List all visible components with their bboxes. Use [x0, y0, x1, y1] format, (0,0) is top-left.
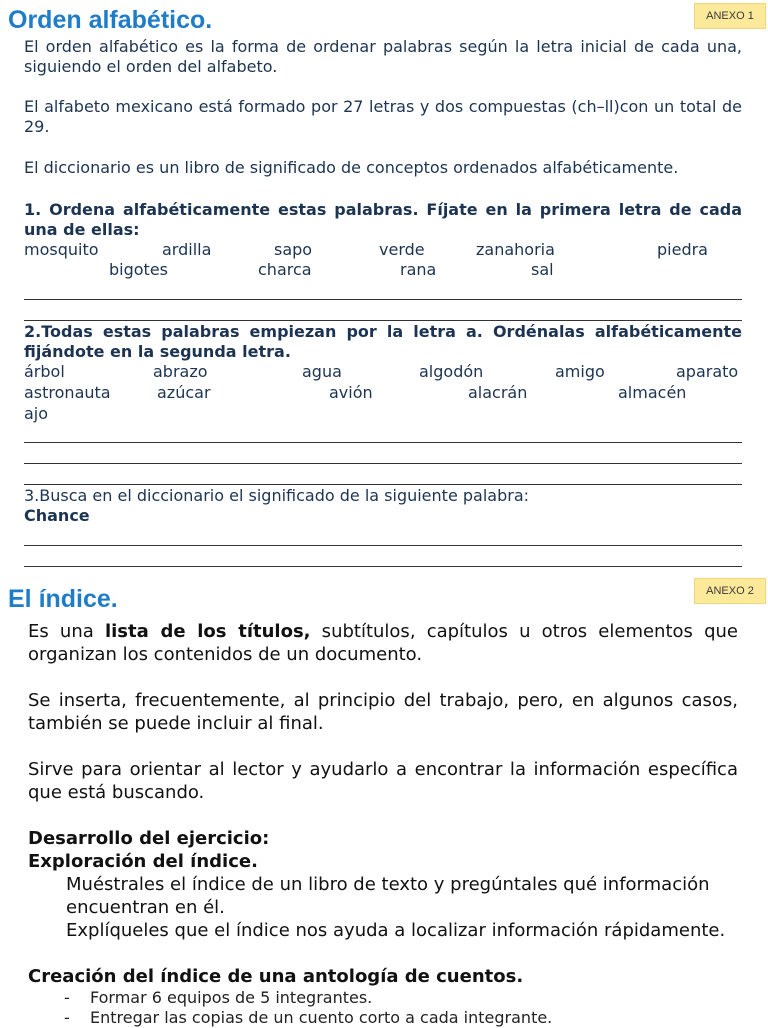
heading-exploracion: Exploración del índice. — [28, 851, 258, 872]
word: ajo — [24, 404, 49, 423]
paragraph-diccionario: El diccionario es un libro de significado de conceptos ordenados alfabéticamente. — [24, 158, 679, 177]
heading-desarrollo: Desarrollo del ejercicio: — [28, 828, 270, 849]
word: mosquito — [24, 240, 99, 259]
answer-line[interactable] — [24, 566, 742, 567]
word: sal — [531, 260, 554, 279]
word: almacén — [618, 383, 687, 402]
answer-line[interactable] — [24, 484, 742, 485]
word: amigo — [555, 362, 605, 381]
answer-line[interactable] — [24, 442, 742, 443]
paragraph-alfabeto: El alfabeto mexicano está formado por 27 letras y dos compuestas (ch–ll)con un total de 29. — [24, 97, 742, 136]
word: agua — [302, 362, 342, 381]
word: charca — [258, 260, 312, 279]
heading-creacion: Creación del índice de una antología de cuentos. — [28, 966, 524, 987]
word: algodón — [419, 362, 484, 381]
instruction-item: Explíqueles que el índice nos ayuda a localizar información rápidamente. — [66, 920, 726, 941]
bullet-text: Entregar las copias de un cuento corto a cada integrante. — [90, 1008, 553, 1027]
section-title-el-indice: El índice. — [8, 585, 118, 613]
word: ardilla — [162, 240, 212, 259]
section-title-orden-alfabetico: Orden alfabético. — [8, 6, 213, 34]
paragraph-indice-ubicacion: Se inserta, frecuentemente, al principio del trabajo, pero, en algunos casos, también se puede incluir al final. — [28, 690, 738, 734]
answer-line[interactable] — [24, 463, 742, 464]
paragraph-indice-funcion: Sirve para orientar al lector y ayudarlo a encontrar la información específica que está buscando. — [28, 759, 738, 803]
instruction-item: Muéstrales el índice de un libro de texto y pregúntales qué información encuentran en él. — [66, 874, 710, 918]
exercise-2-word-row — [24, 383, 742, 403]
bullet-marker: - — [64, 988, 70, 1007]
word: alacrán — [468, 383, 528, 402]
exercise-2-word-row — [24, 404, 742, 424]
answer-line[interactable] — [24, 299, 742, 300]
word: avión — [329, 383, 373, 402]
text: Es una — [28, 621, 105, 642]
exercise-1-word-row — [24, 260, 742, 280]
word: bigotes — [109, 260, 168, 279]
answer-line[interactable] — [24, 545, 742, 546]
exercise-3-instruction: 3.Busca en el diccionario el significado de la siguiente palabra: — [24, 486, 530, 505]
anexo-2-badge: ANEXO 2 — [694, 578, 766, 604]
word: azúcar — [157, 383, 211, 402]
exercise-3-word: Chance — [24, 506, 90, 525]
word: zanahoria — [476, 240, 555, 259]
bold-text: lista de los títulos, — [104, 621, 311, 642]
exercise-2-word-row — [24, 362, 742, 382]
text: subtítulos, capítulos u otros elementos que organizan los contenidos de un documento. — [28, 621, 738, 665]
answer-line[interactable] — [24, 320, 742, 321]
word: sapo — [274, 240, 313, 259]
word: piedra — [657, 240, 708, 259]
paragraph-definicion: El orden alfabético es la forma de ordenar palabras según la letra inicial de cada una, siguiendo el orden del alfabeto. — [24, 37, 742, 76]
exercise-1-instruction: 1. Ordena alfabéticamente estas palabras. Fíjate en la primera letra de cada una de ellas: — [24, 200, 742, 239]
word: abrazo — [153, 362, 208, 381]
word: verde — [379, 240, 425, 259]
word: rana — [400, 260, 437, 279]
bullet-marker: - — [64, 1008, 70, 1027]
bullet-item — [64, 1008, 552, 1028]
bullet-text: Formar 6 equipos de 5 integrantes. — [90, 988, 373, 1007]
word: árbol — [24, 362, 65, 381]
word: astronauta — [24, 383, 111, 402]
word: aparato — [676, 362, 739, 381]
paragraph-indice-definicion — [28, 620, 738, 666]
bullet-item — [64, 988, 372, 1008]
anexo-1-badge: ANEXO 1 — [694, 3, 766, 29]
exercise-2-instruction: 2.Todas estas palabras empiezan por la letra a. Ordénalas alfabéticamente fijándote en la segunda letra. — [24, 322, 742, 361]
exercise-1-word-row — [24, 240, 742, 260]
